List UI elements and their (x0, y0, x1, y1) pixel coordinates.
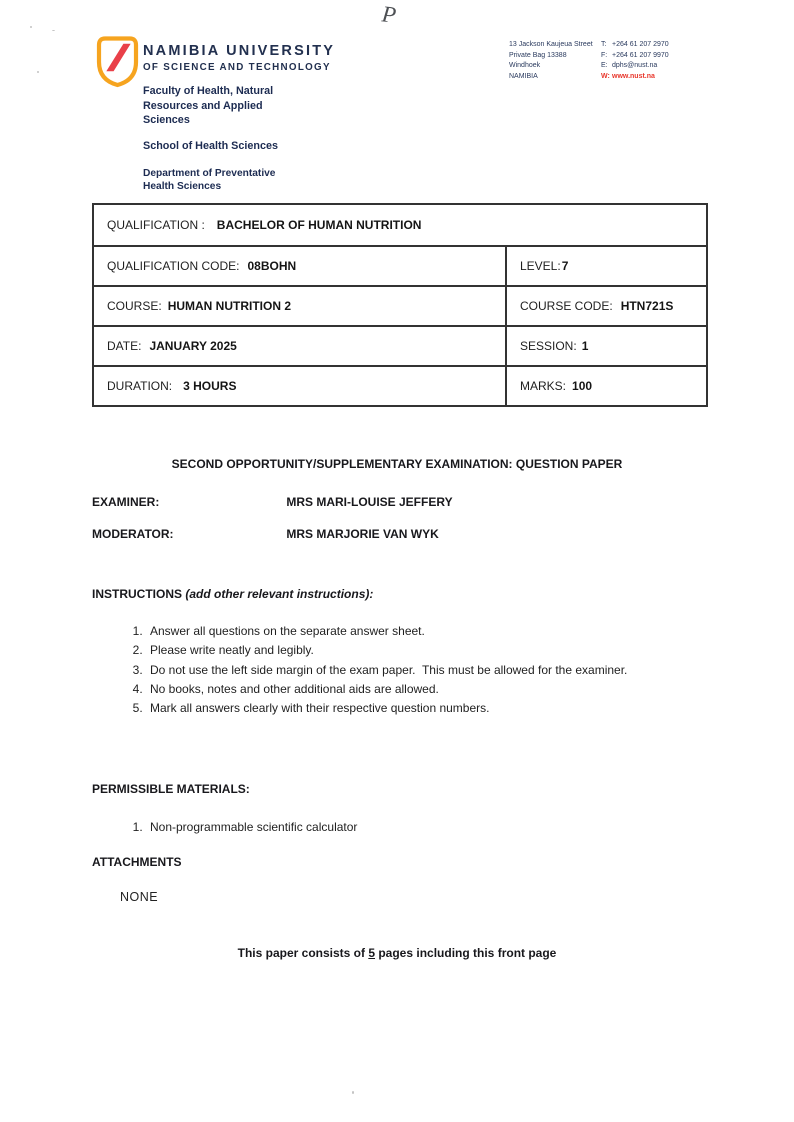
attachments-heading: ATTACHMENTS (92, 855, 182, 869)
table-row-duration-marks (94, 365, 706, 405)
scan-speckle (37, 71, 39, 73)
instructions-heading-bold: INSTRUCTIONS (92, 587, 186, 601)
marks-label: MARKS: (520, 379, 567, 393)
handwritten-mark: P (380, 1, 398, 28)
course-label: COURSE: (107, 299, 162, 313)
course-code-value: HTN721S (620, 299, 674, 313)
page-count-note (0, 946, 794, 960)
qualification-cell (94, 205, 706, 245)
email-label: E: (601, 62, 608, 69)
qualification-value: BACHELOR OF HUMAN NUTRITION (216, 218, 422, 232)
session-label: SESSION: (520, 339, 577, 353)
duration-cell (94, 367, 505, 405)
examiner-label: EXAMINER: (92, 495, 160, 509)
course-value: HUMAN NUTRITION 2 (167, 299, 292, 313)
moderator-row (92, 527, 439, 541)
instruction-item: 2. Please write neatly and legibly. (146, 641, 666, 660)
instructions-heading-italic: (add other relevant instructions): (185, 587, 374, 601)
address-country: NAMIBIA (509, 72, 538, 80)
date-label: DATE: (107, 339, 142, 353)
contact-block (601, 40, 721, 82)
web-label: W: (601, 72, 610, 80)
level-label: LEVEL: (520, 259, 561, 273)
qualification-code-label: QUALIFICATION CODE: (107, 259, 240, 273)
qualification-code-cell (94, 247, 505, 285)
university-name-line1: NAMIBIA UNIVERSITY (143, 43, 336, 59)
marks-cell (505, 367, 706, 405)
contact-fax (601, 51, 721, 62)
instruction-item: 4. No books, notes and other additional aids are allowed. (146, 680, 666, 699)
exam-paper-title: SECOND OPPORTUNITY/SUPPLEMENTARY EXAMINATION: QUESTION PAPER (171, 457, 623, 471)
course-cell (94, 287, 505, 325)
tel-value: +264 61 207 2970 (612, 41, 669, 48)
material-item: 1. Non-programmable scientific calculator (146, 820, 592, 834)
scan-speckle (52, 30, 55, 31)
contact-email (601, 61, 721, 72)
instruction-item: 1. Answer all questions on the separate answer sheet. (146, 622, 666, 641)
address-street: 13 Jackson Kaujeua Street (509, 41, 593, 48)
duration-value: 3 HOURS (183, 379, 237, 393)
course-code-cell (505, 287, 706, 325)
contact-web (601, 72, 721, 83)
date-value: JANUARY 2025 (149, 339, 237, 353)
page-count-number: 5 (368, 946, 376, 960)
address-city: Windhoek (509, 62, 541, 69)
duration-label: DURATION: (107, 379, 173, 393)
qualification-label: QUALIFICATION : (107, 218, 205, 232)
fax-label: F: (601, 51, 608, 59)
scan-speckle (352, 1091, 354, 1094)
instruction-item: 5. Mark all answers clearly with their respective question numbers. (146, 699, 666, 718)
address-bag: Private Bag 13388 (509, 51, 567, 59)
page-count-suffix: pages including this front page (375, 946, 557, 960)
level-cell (505, 247, 706, 285)
examiner-name: MRS MARI-LOUISE JEFFERY (286, 495, 453, 509)
email-value: dphs@nust.na (612, 62, 658, 69)
session-value: 1 (581, 339, 589, 353)
tel-label: T: (601, 41, 607, 48)
date-cell (94, 327, 505, 365)
page-count-prefix: This paper consists of (237, 946, 369, 960)
instructions-heading (92, 587, 373, 601)
attachments-value: NONE (120, 890, 159, 904)
course-code-label: COURSE CODE: (520, 299, 613, 313)
marks-value: 100 (572, 379, 593, 393)
faculty-name: Faculty of Health, Natural Resources and Applied Sciences (143, 85, 274, 126)
table-row-code-level (94, 245, 706, 285)
table-row-course (94, 285, 706, 325)
table-row-date-session (94, 325, 706, 365)
department-name: Department of Preventative Health Sciences (143, 168, 276, 192)
qualification-code-value: 08BOHN (247, 259, 297, 273)
web-value: www.nust.na (612, 72, 655, 80)
contact-tel (601, 40, 721, 51)
fax-value: +264 61 207 9970 (612, 51, 669, 59)
moderator-label: MODERATOR: (92, 527, 174, 541)
table-row-qualification (94, 205, 706, 245)
nust-shield-logo-icon (94, 34, 141, 94)
university-name (143, 43, 335, 73)
address-block (509, 40, 604, 82)
university-name-line2: OF SCIENCE AND TECHNOLOGY (143, 62, 331, 73)
school-name: School of Health Sciences (143, 140, 278, 152)
permissible-materials-list (92, 820, 592, 834)
level-value: 7 (561, 259, 569, 273)
permissible-materials-heading: PERMISSIBLE MATERIALS: (92, 782, 250, 796)
exam-details-table (92, 203, 708, 407)
instructions-list (92, 622, 692, 718)
instruction-item: 3. Do not use the left side margin of the exam paper. This must be allowed for the examiner. (146, 661, 666, 680)
moderator-name: MRS MARJORIE VAN WYK (286, 527, 439, 541)
scan-speckle (30, 26, 32, 28)
session-cell (505, 327, 706, 365)
examiner-row (92, 495, 453, 509)
